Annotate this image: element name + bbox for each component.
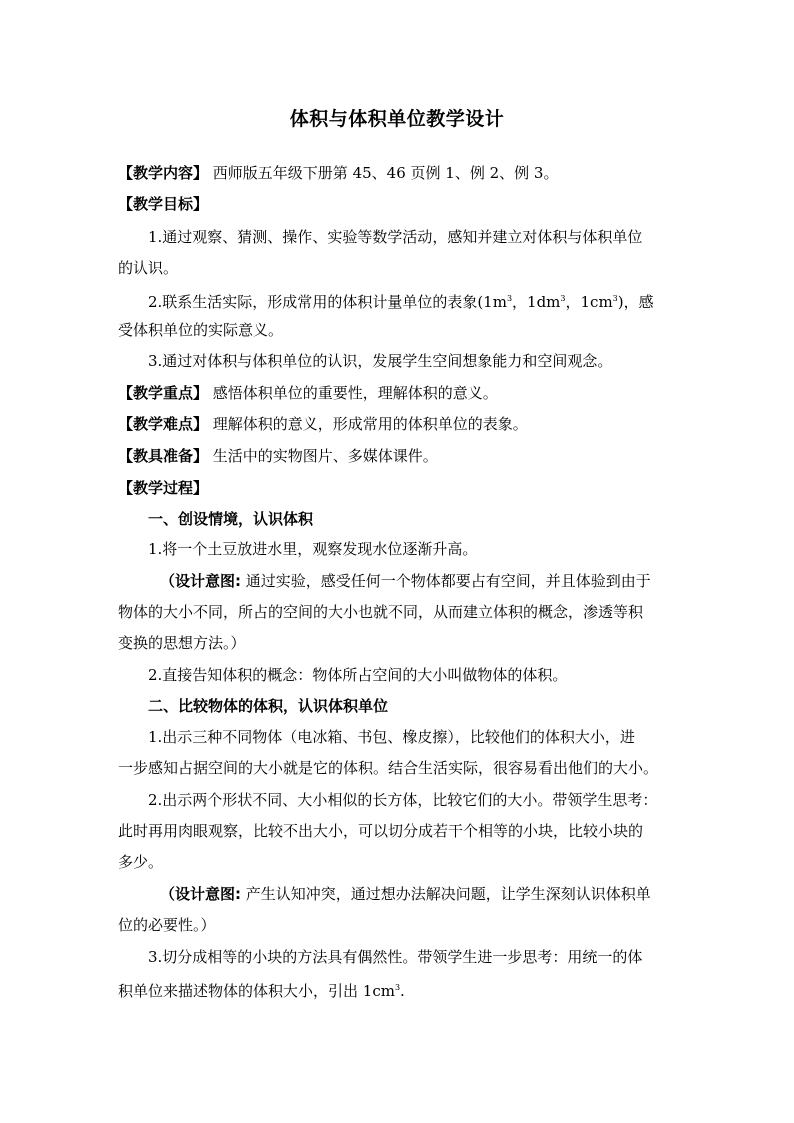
design-intent-1-line-3: 变换的思想方法。） <box>118 634 246 652</box>
design-intent-2-line-1: （设计意图: 产生认知冲突，通过想办法解决问题，让学生深刻认识体积单 <box>160 885 651 903</box>
goal-2-line-1 <box>148 288 688 313</box>
goal-1-line-1: 1.通过观察、猜测、操作、实验等数学活动，感知并建立对体积与体积单位 <box>148 228 643 246</box>
teaching-goals-label: 【教学目标】 <box>118 195 209 213</box>
design-intent-1-label: （设计意图 <box>160 572 236 590</box>
section-2-para-3-end: . <box>400 982 405 1000</box>
section-2-para-2-line-3: 多少。 <box>118 853 164 871</box>
goal-3: 3.通过对体积与体积单位的认识，发展学生空间想象能力和空间观念。 <box>148 352 613 370</box>
design-intent-2-line-2: 位的必要性。） <box>118 916 216 934</box>
teaching-process-heading <box>118 477 688 499</box>
page-title: 体积与体积单位教学设计 <box>289 108 505 130</box>
section-1-para-1: 1.将一个土豆放进水里，观察发现水位逐渐升高。 <box>148 540 478 558</box>
key-point-text: 感悟体积单位的重要性，理解体积的意义。 <box>212 384 498 402</box>
section-2-para-1-line-2: 一步感知占据空间的大小就是它的体积。结合生活实际，很容易看出他们的大小。 <box>118 759 659 777</box>
process-label: 【教学过程】 <box>118 479 209 497</box>
design-intent-1-line-2: 物体的大小不同，所占的空间的大小也就不同，从而建立体积的概念，渗透等积 <box>118 603 644 621</box>
teaching-prep <box>118 445 688 467</box>
teaching-content <box>118 162 688 184</box>
goal-2-text-d: )，感 <box>617 293 654 311</box>
section-2-para-2-line-1: 2.出示两个形状不同、大小相似的长方体，比较它们的大小。带领学生思考： <box>148 791 658 809</box>
section-1-para-2: 2.直接告知体积的概念：物体所占空间的大小叫做物体的体积。 <box>148 666 568 684</box>
teaching-difficulty <box>118 413 688 435</box>
cubic-superscript: 3 <box>506 294 513 303</box>
teaching-goals-heading <box>118 193 688 215</box>
design-intent-1-line-1: （设计意图: 通过实验，感受任何一个物体都要占有空间，并且体验到由于 <box>160 572 651 590</box>
design-intent-1-text: 通过实验，感受任何一个物体都要占有空间，并且体验到由于 <box>245 572 651 590</box>
section-2-para-1-line-1: 1.出示三种不同物体（电冰箱、书包、橡皮擦），比较他们的体积大小，进 <box>148 728 635 746</box>
teaching-content-text: 西师版五年级下册第 45、46 页例 1、例 2、例 3。 <box>212 164 559 182</box>
difficulty-text: 理解体积的意义，形成常用的体积单位的表象。 <box>212 415 528 433</box>
design-intent-2-text: 产生认知冲突，通过想办法解决问题，让学生深刻认识体积单 <box>245 885 651 903</box>
goal-2-text-c: ，1cm <box>565 293 613 311</box>
goal-2-text-b: ，1dm <box>512 293 561 311</box>
teaching-key-point <box>118 382 688 404</box>
section-2-para-3-line-1: 3.切分成相等的小块的方法具有偶然性。带领学生进一步思考：用统一的体 <box>148 948 643 966</box>
prep-text: 生活中的实物图片、多媒体课件。 <box>212 447 438 465</box>
teaching-content-label: 【教学内容】 <box>118 164 209 182</box>
cubic-superscript: 3 <box>612 294 618 303</box>
key-point-label: 【教学重点】 <box>118 384 209 402</box>
prep-label: 【教具准备】 <box>118 447 209 465</box>
section-2-para-3-text: 积单位来描述物体的体积大小，引出 1cm <box>118 982 395 1000</box>
cubic-superscript: 3 <box>394 983 401 992</box>
design-intent-2-label: （设计意图 <box>160 885 236 903</box>
goal-1-line-2: 的认识。 <box>118 259 179 277</box>
goal-2-text-a: 2.联系生活实际，形成常用的体积计量单位的表象(1m <box>148 293 507 311</box>
difficulty-label: 【教学难点】 <box>118 415 209 433</box>
section-1-heading: 一、创设情境，认识体积 <box>148 510 314 528</box>
section-2-para-2-line-2: 此时再用肉眼观察，比较不出大小，可以切分成若干个相等的小块，比较小块的 <box>118 822 644 840</box>
cubic-superscript: 3 <box>560 294 566 303</box>
section-2-heading: 二、比较物体的体积，认识体积单位 <box>148 697 389 715</box>
goal-2-line-2: 受体积单位的实际意义。 <box>118 321 284 339</box>
section-2-para-3-line-2 <box>118 977 688 1002</box>
